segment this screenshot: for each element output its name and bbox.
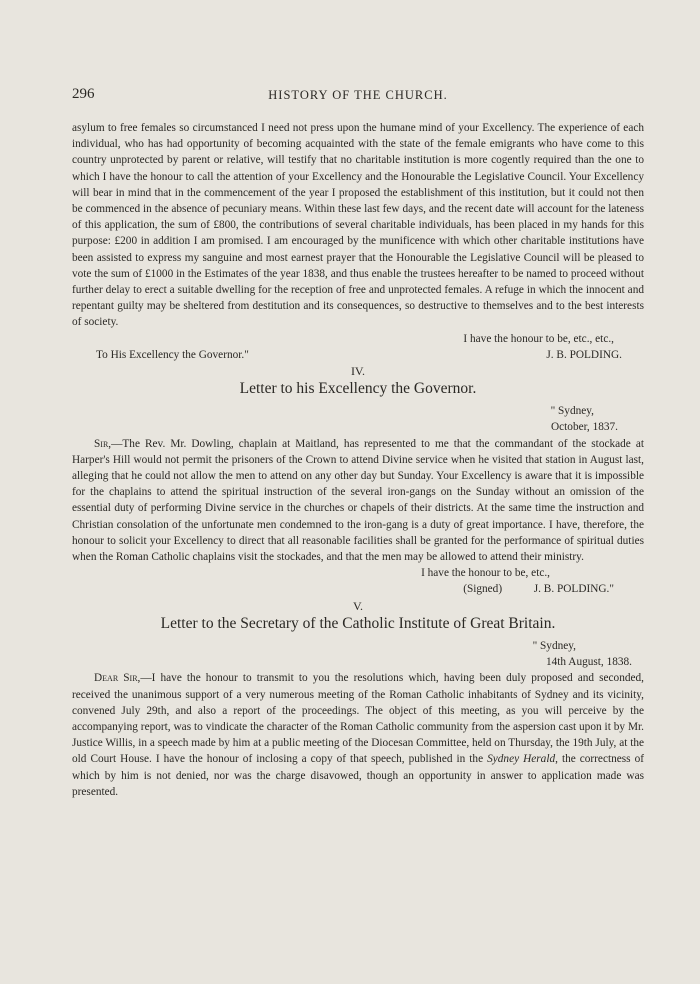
page-number: 296 — [72, 86, 95, 102]
letter5-body-part2: , the correctness of which by him is not denied, nor was the charge disavowed, though an opportunity in answer to application made was presented. — [72, 753, 644, 798]
running-head: HISTORY OF THE CHURCH. — [268, 88, 448, 102]
letter4-signoff — [72, 581, 644, 597]
letter3-paragraph: asylum to free females so circumstanced I need not press upon the humane mind of your Excellency. The experience of each individual, who has had opportunity of becoming acquainted with the state of the female emigrants who have come to this country unprotected by parent or relative, will testify that no charitable institution is more cogently required than the one to which I have the honour to call the attention of your Excellency and the Honourable the Legislative Council. Your Excellency will bear in mind that in the commencement of the year I proposed the establishment of this institution, but it could not then be commenced in the absence of pecuniary means. Within these last few days, and the recent date will account for the lateness of this application, the sum of £800, the contributions of several charitable individuals, has been placed in my hands for this purpose: £200 in addition I am promised. I am encouraged by the munificence with which other charitable institutions have been assisted to express my sanguine and most earnest prayer that the Honourable the Legislative Council will be pleased to vote the sum of £1000 in the Estimates of the year 1838, and thus enable the trustees hereafter to be named to proceed without further delay to erect a suitable dwelling for the reception of free and unprotected females. A refuge in which the innocent and repentant guilty may be sheltered from destitution and its consequences, so destructive to themselves and to the best interests of society. — [72, 122, 644, 329]
page-header — [72, 86, 644, 106]
letter4-body-text: —The Rev. Mr. Dowling, chaplain at Maitland, has represented to me that the commandant of the stockade at Harper's Hill would not permit the prisoners of the Crown to attend Divine service when he visited that station in August last, alleging that he could not allow the men to attend on any other day but Sunday. Your Excellency is aware that it is impossible for the chaplains to attend the spiritual instruction of the several iron-gangs on the Sunday without an omission of the essential duty of performing Divine service in the churches or chapels of their districts. At the same time the instruction and Christian consolation of the unfortunate men condemned to the iron-gang is a duty of great importance. I have, therefore, the honour to solicit your Excellency to direct that all reasonable facilities shall be granted for the performance of spiritual duties when the Roman Catholic chaplains visit the stockades, and that the men may be allowed to attend their ministry. — [72, 437, 644, 564]
letter4-salutation: Sir, — [94, 437, 112, 450]
letter4-numeral: IV. — [350, 364, 366, 379]
letter4-place: " Sydney, — [550, 405, 594, 418]
letter4-title: Letter to his Excellency the Governor. — [239, 380, 477, 398]
letter5-body-part1: —I have the honour to transmit to you the resolutions which, having been duly proposed and seconded, received the unanimous support of a very numerous meeting of the Roman Catholic inhabitants of Sydney and its vicinity, convened July 29th, and also a report of the proceedings. The object of this meeting, as you will perceive by the accompanying report, was to vindicate the character of the Roman Catholic community from the aspersion cast upon it by Mr. Justice Willis, in a speech made by him at a public meeting of the Diocesan Committee, held on Thursday, the 19th July, at the old Court House. I have the honour of inclosing a copy of that speech, published in the — [72, 672, 644, 766]
page-body — [72, 120, 644, 800]
letter3-signature: J. B. POLDING. — [546, 348, 622, 361]
letter4-closing: I have the honour to be, etc., — [421, 567, 550, 580]
letter5-salutation: Dear Sir, — [94, 672, 141, 685]
letter4-date: October, 1837. — [551, 421, 618, 434]
letter5-newspaper: Sydney Herald — [487, 753, 556, 766]
letter5-numeral: V. — [352, 598, 364, 613]
letter5-place: " Sydney, — [532, 639, 576, 652]
letter3-closing: I have the honour to be, etc., etc., — [463, 332, 614, 345]
letter5-date: 14th August, 1838. — [546, 656, 632, 669]
letter3-addressee: To His Excellency the Governor." — [96, 348, 249, 361]
letter4-signed-label: (Signed) — [463, 583, 503, 596]
letter5-body — [72, 670, 644, 800]
letter4-signature: J. B. POLDING." — [533, 583, 614, 596]
letter4-body — [72, 436, 644, 566]
letter5-title: Letter to the Secretary of the Catholic Institute of Great Britain. — [160, 614, 556, 632]
letter3-signoff — [72, 347, 644, 363]
